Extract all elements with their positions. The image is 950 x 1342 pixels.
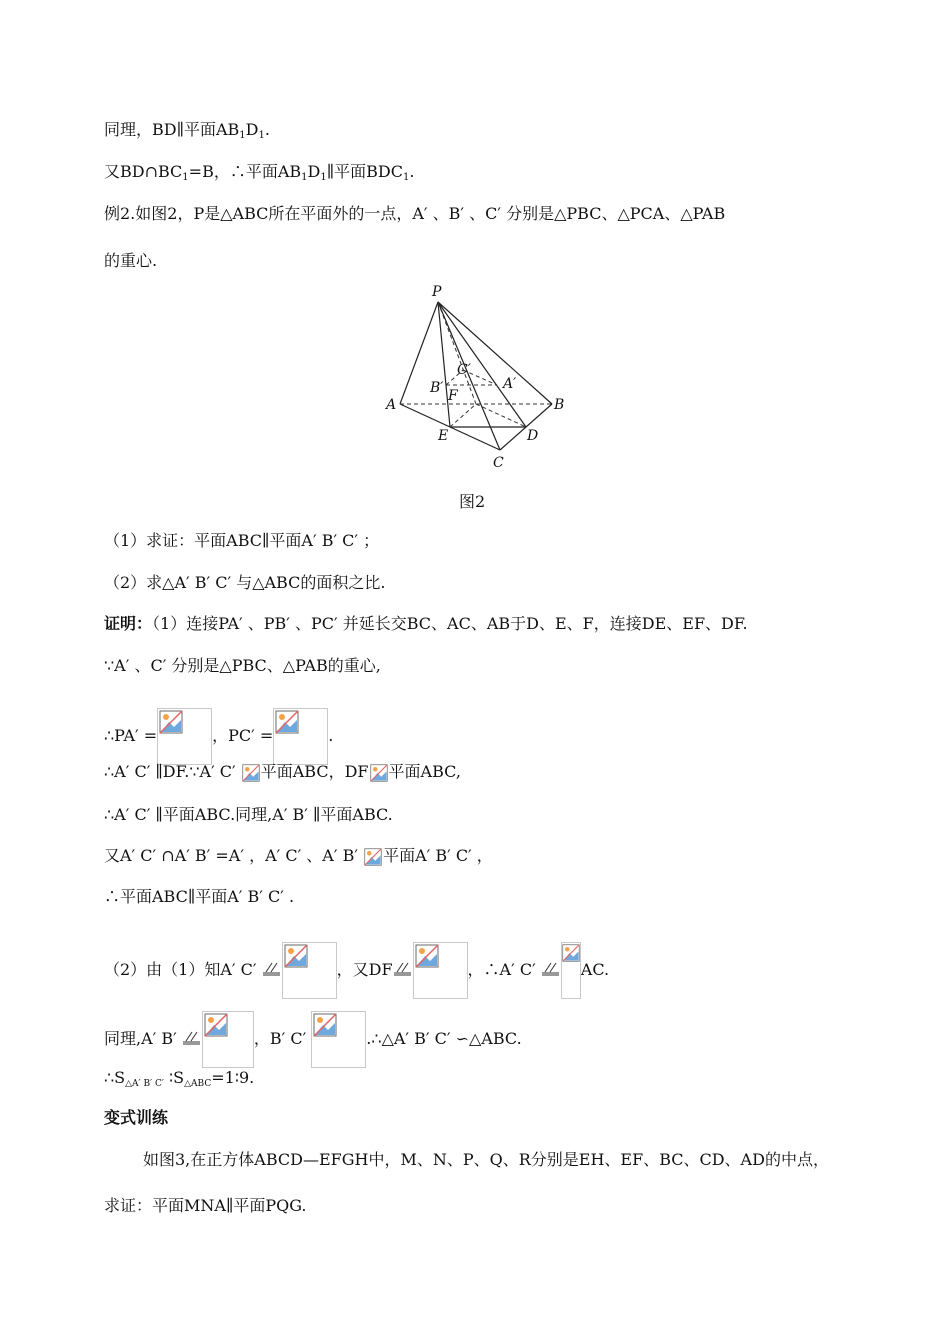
proof-line-5: ∴A′ C′ ∥平面ABC.同理,A′ B′ ∥平面ABC.	[104, 805, 393, 824]
text: ∴PA′ =	[104, 726, 158, 745]
text: ，PC′ =	[212, 726, 274, 745]
subscript: 1	[239, 130, 246, 141]
fraction-image-placeholder	[413, 942, 468, 999]
broken-image-icon	[275, 710, 299, 734]
text: =1∶9.	[211, 1068, 255, 1087]
question-1: （1）求证：平面ABC∥平面A′ B′ C′ ；	[104, 531, 380, 550]
broken-image-icon	[284, 944, 308, 968]
fraction-image-placeholder	[157, 708, 212, 765]
proof-line-6	[104, 846, 493, 866]
subscript: 1	[182, 172, 189, 183]
text: 又A′ C′ ∩A′ B′ =A′ ，A′ C′ 、A′ B′	[104, 846, 364, 865]
label-E: E	[438, 428, 449, 444]
label-C-prime: C′	[457, 362, 471, 378]
proof-part-2-line-2	[104, 1011, 522, 1068]
label-A: A	[386, 397, 397, 413]
broken-image-icon	[313, 1013, 337, 1037]
label-D: D	[527, 428, 539, 444]
variant-line-1: 如图3,在正方体ABCD—EFGH中，M、N、P、Q、R分别是EH、EF、BC、CD、AD的中点，	[143, 1150, 829, 1169]
proof-part-2-ratio	[104, 1068, 254, 1094]
text: 平面ABC,	[388, 762, 461, 781]
parallel-equal-symbol	[541, 961, 561, 981]
broken-image-icon	[369, 764, 389, 782]
text: 平面A′ B′ C′ ，	[383, 846, 493, 865]
text: .	[409, 162, 415, 181]
proof-line-4	[104, 762, 461, 782]
parallel-equal-symbol	[393, 961, 413, 981]
parallel-equal-symbol	[182, 1030, 202, 1050]
figure-2-pyramid-diagram	[380, 282, 580, 477]
fraction-image-placeholder	[273, 708, 328, 765]
text-line-2	[104, 162, 414, 188]
label-A-prime: A′	[503, 376, 517, 392]
text: D	[307, 162, 321, 181]
text: ，∴A′ C′	[467, 960, 541, 979]
text: 平面ABC，DF	[260, 762, 369, 781]
fraction-image-placeholder	[282, 942, 337, 999]
text: D	[245, 120, 259, 139]
text: ∥平面BDC	[326, 162, 403, 181]
example-2-line-1: 例2.如图2，P是△ABC所在平面外的一点，A′ 、B′ 、C′ 分别是△PBC、△PCA、△PAB	[104, 204, 726, 223]
subscript: 1	[301, 172, 308, 183]
fraction-image-placeholder	[561, 942, 581, 999]
text-line-1	[104, 120, 270, 146]
text: ∴A′ C′ ∥DF.∵A′ C′	[104, 762, 241, 781]
proof-line-1	[104, 614, 748, 634]
text: 同理，BD∥平面AB	[104, 120, 240, 139]
text: AC.	[580, 960, 610, 979]
text: ∶S	[163, 1068, 185, 1087]
text: ，又DF	[336, 960, 393, 979]
subscript: 1	[320, 172, 327, 183]
label-P: P	[432, 284, 442, 300]
broken-image-icon	[204, 1013, 228, 1037]
subscript: 1	[258, 130, 265, 141]
variant-line-2: 求证：平面MNA∥平面PQG.	[104, 1196, 307, 1215]
text: （2）由（1）知A′ C′	[104, 960, 262, 979]
subscript: △A′ B′ C′	[125, 1079, 164, 1089]
label-F: F	[448, 388, 458, 404]
text: .	[328, 726, 334, 745]
line-EF-dashed	[450, 404, 476, 427]
subscript: 1	[402, 172, 410, 183]
broken-image-icon	[363, 848, 383, 866]
question-2: （2）求△A′ B′ C′ 与△ABC的面积之比.	[104, 573, 386, 592]
proof-label: 证明：	[104, 614, 153, 633]
subscript: △ABC	[184, 1079, 212, 1089]
proof-line-3	[104, 708, 333, 765]
broken-image-icon	[241, 764, 261, 782]
label-C: C	[493, 455, 504, 471]
proof-part-2-line-1	[104, 942, 609, 999]
label-B-prime: B′	[430, 380, 444, 396]
example-2-line-2: 的重心.	[104, 251, 158, 270]
figure-2-caption: 图2	[459, 492, 486, 511]
text: （1）连接PA′ 、PB′ 、PC′ 并延长交BC、AC、AB于D、E、F，连接DE、EF、DF.	[152, 614, 748, 633]
broken-image-icon	[415, 944, 439, 968]
text: 又BD∩BC	[104, 162, 183, 181]
text: ，B′ C′	[253, 1029, 312, 1048]
proof-line-7: ∴平面ABC∥平面A′ B′ C′ .	[104, 887, 295, 906]
text: .	[264, 120, 270, 139]
broken-image-icon	[159, 710, 183, 734]
fraction-image-placeholder	[311, 1011, 366, 1068]
text: ∴S	[104, 1068, 126, 1087]
proof-line-2: ∵A′ 、C′ 分别是△PBC、△PAB的重心,	[104, 656, 381, 675]
variant-training-heading: 变式训练	[104, 1108, 169, 1127]
text: =B，∴平面AB	[188, 162, 302, 181]
line-PE	[438, 302, 450, 427]
fraction-image-placeholder	[202, 1011, 254, 1068]
text: .∴△A′ B′ C′ ∽△ABC.	[366, 1029, 522, 1048]
text: 同理,A′ B′	[104, 1029, 182, 1048]
parallel-equal-symbol	[262, 961, 282, 981]
broken-image-icon	[562, 944, 580, 962]
label-B: B	[554, 397, 565, 413]
